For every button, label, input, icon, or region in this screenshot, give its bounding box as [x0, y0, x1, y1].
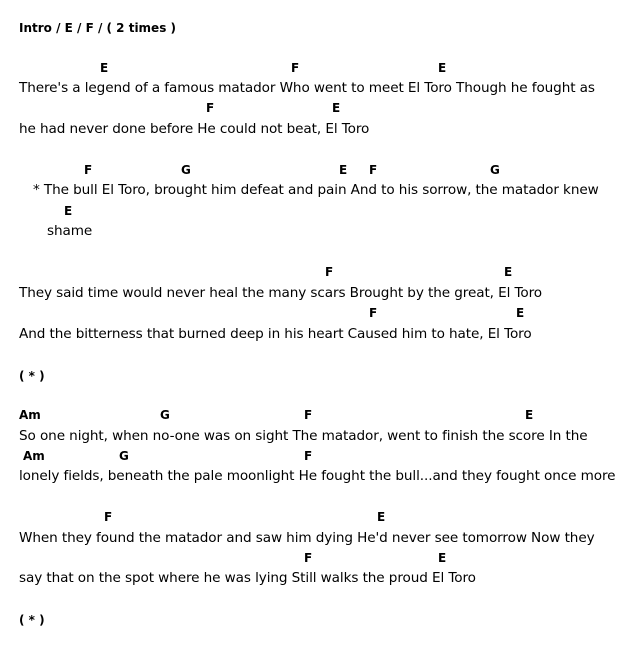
chord: F [206, 101, 215, 115]
intro-line: Intro / E / F / ( 2 times ) [19, 21, 177, 35]
chord: E [516, 306, 525, 320]
chord: G [490, 163, 500, 177]
chord: F [304, 449, 313, 463]
chord: F [369, 306, 378, 320]
chord: E [100, 61, 109, 75]
chord: E [438, 61, 447, 75]
chord: F [325, 265, 334, 279]
chord: E [438, 551, 447, 565]
chord: E [332, 101, 341, 115]
chord: E [377, 510, 386, 524]
chord: F [84, 163, 93, 177]
chorus-reference: ( * ) [19, 613, 45, 627]
chord: F [104, 510, 113, 524]
lyric-line: say that on the spot where he was lying Still walks the proud El Toro [19, 570, 476, 586]
chord: G [119, 449, 129, 463]
chord: E [504, 265, 513, 279]
chord: F [369, 163, 378, 177]
chord: G [160, 408, 170, 422]
chord: E [64, 204, 73, 218]
chord: Am [19, 408, 41, 422]
lyric-line: shame [47, 223, 93, 239]
lyric-line: When they found the matador and saw him dying He'd never see tomorrow Now they [19, 530, 595, 546]
lyric-line: lonely fields, beneath the pale moonlight He fought the bull...and they fought once more [19, 468, 616, 484]
chord: F [304, 408, 313, 422]
lyric-line: * The bull El Toro, brought him defeat and pain And to his sorrow, the matador knew [33, 182, 599, 198]
chord: F [304, 551, 313, 565]
chord: F [291, 61, 300, 75]
chord: G [181, 163, 191, 177]
chord: Am [23, 449, 45, 463]
lyric-line: There's a legend of a famous matador Who went to meet El Toro Though he fought as [19, 80, 595, 96]
lyric-line: So one night, when no-one was on sight The matador, went to finish the score In the [19, 428, 588, 444]
lyric-line: And the bitterness that burned deep in his heart Caused him to hate, El Toro [19, 326, 532, 342]
lyric-line: They said time would never heal the many scars Brought by the great, El Toro [19, 285, 543, 301]
chord: E [339, 163, 348, 177]
chorus-reference: ( * ) [19, 369, 45, 383]
chord: E [525, 408, 534, 422]
lyric-line: he had never done before He could not beat, El Toro [19, 121, 370, 137]
